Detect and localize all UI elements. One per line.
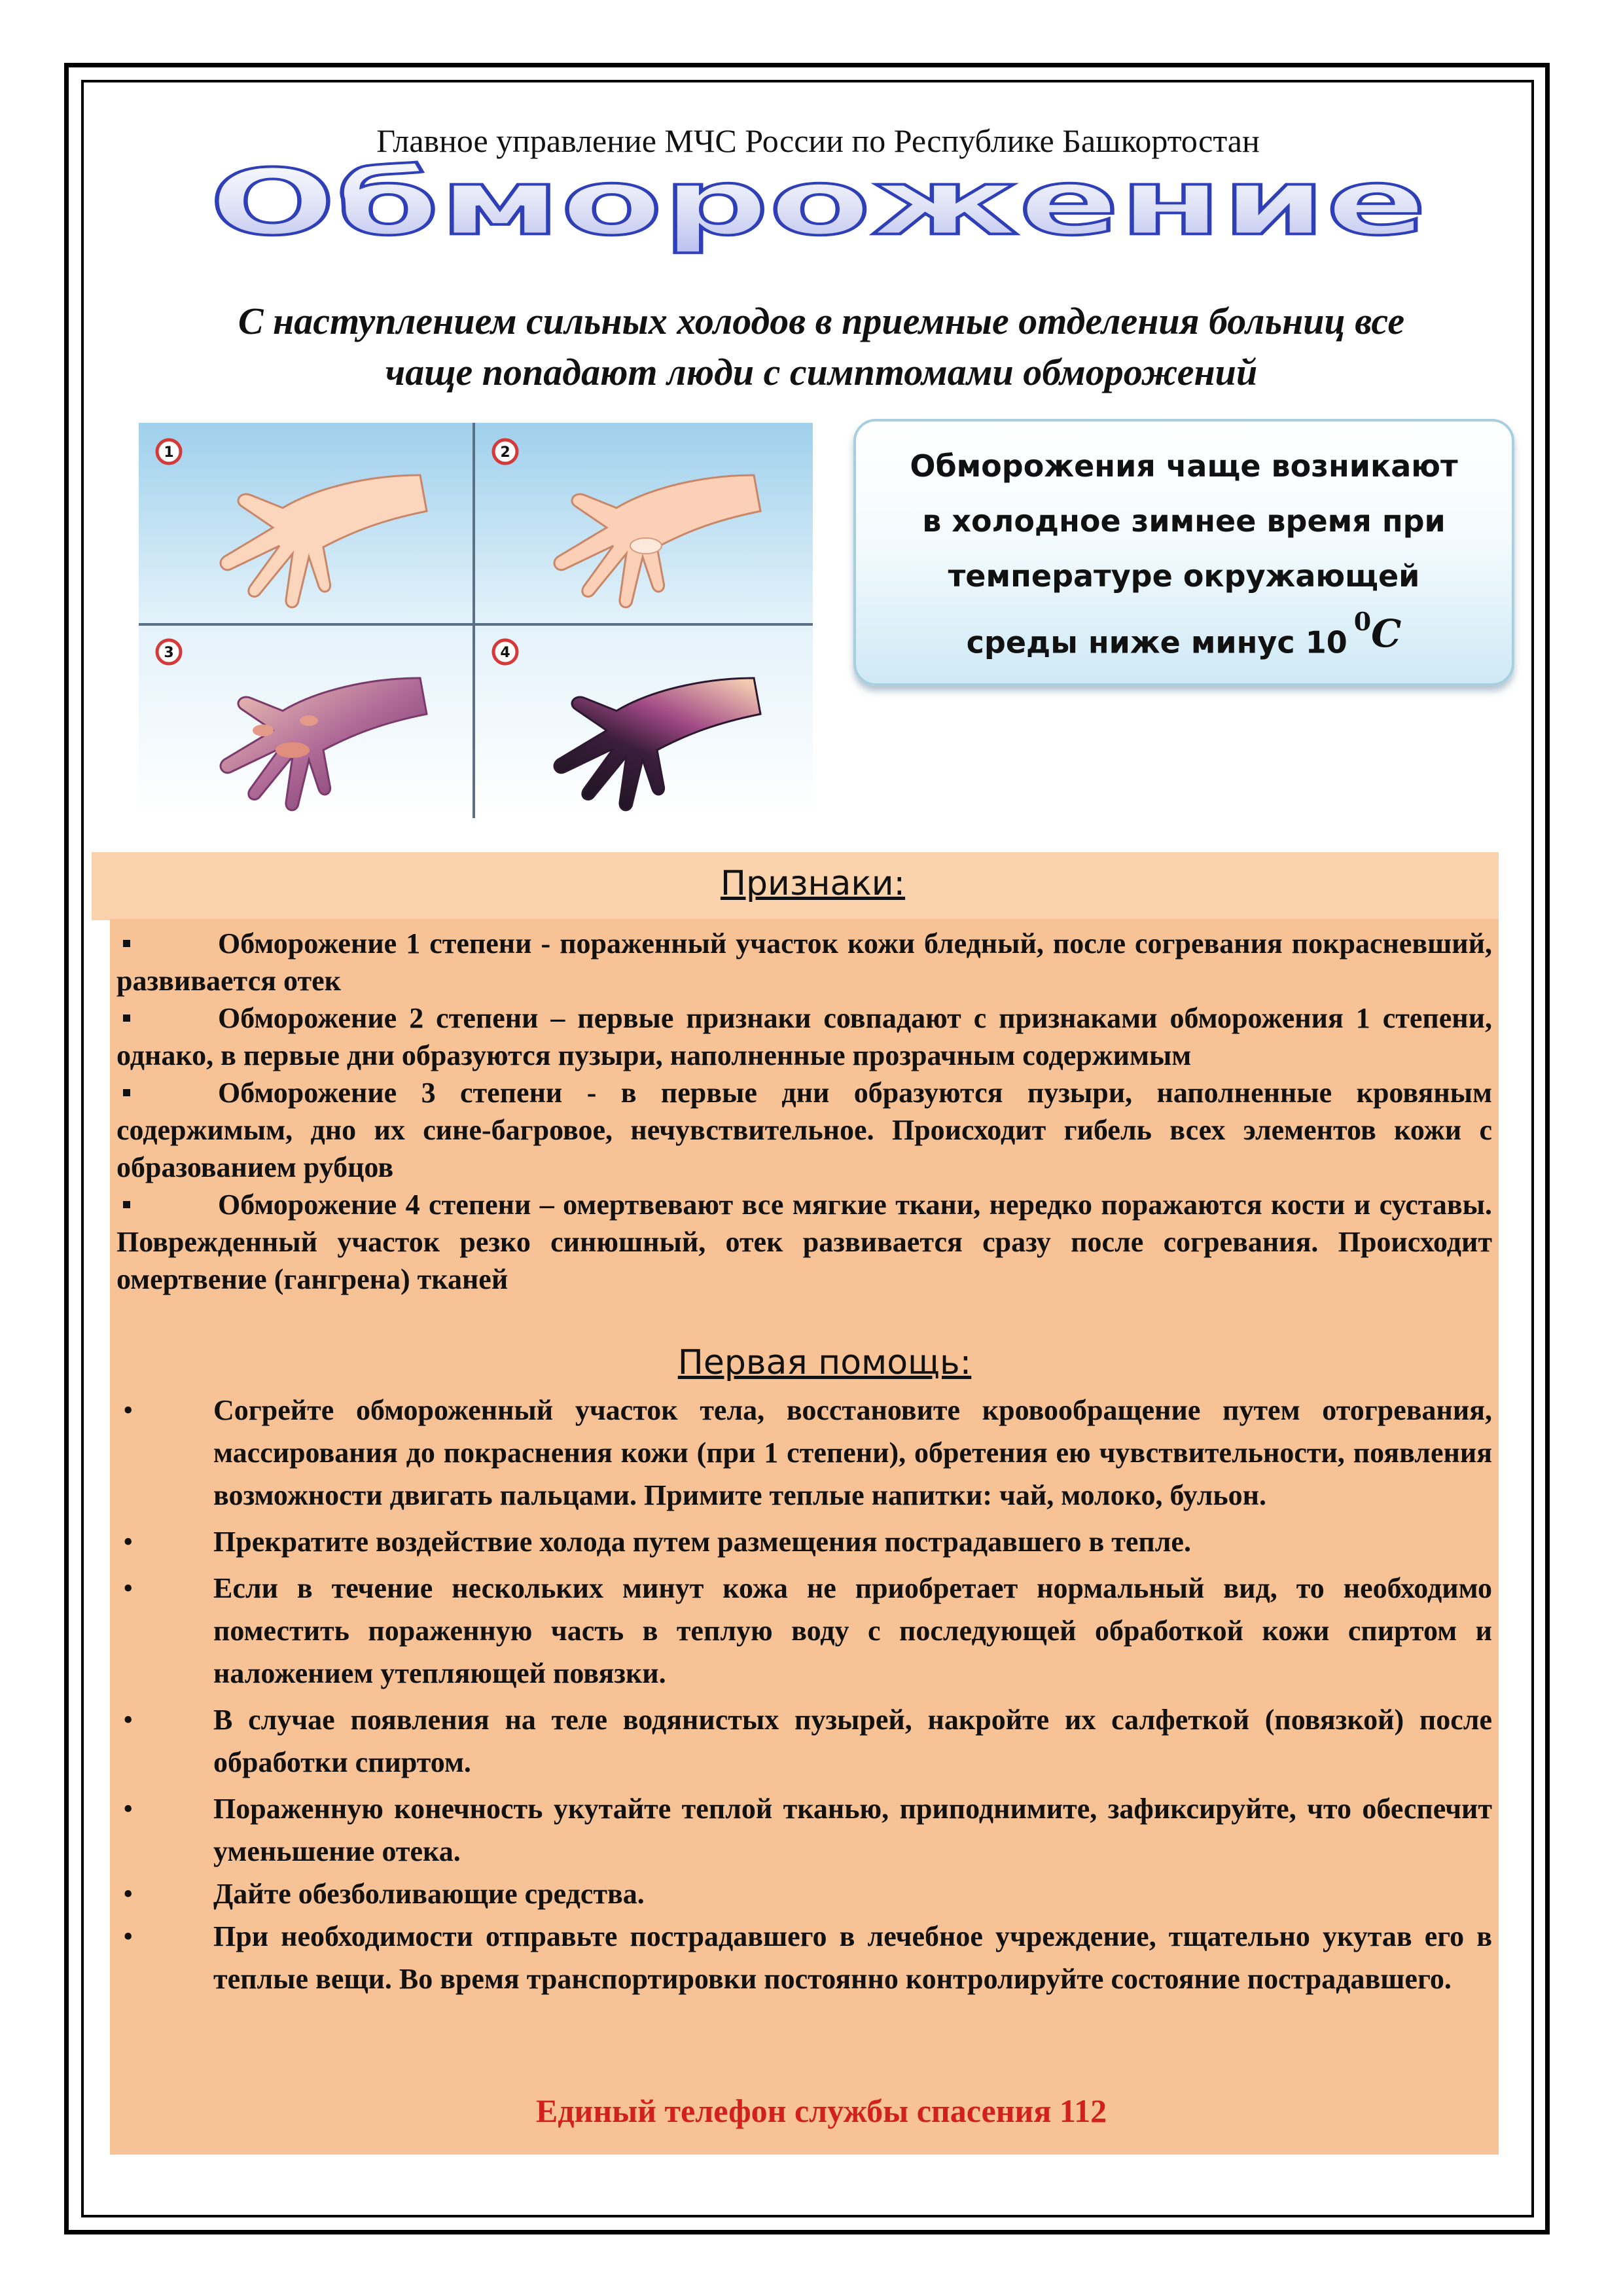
first-aid-item: • Прекратите воздействие холода путем размещения пострадавшего в тепле. [116, 1520, 1492, 1563]
first-aid-item: • Если в течение нескольких минут кожа не приобретает нормальный вид, то необходимо поместить пораженную часть в теплую воду с последующей обработкой кожи спиртом и наложением утепляющей повязки. [116, 1567, 1492, 1695]
degree-mark: 0 [1353, 607, 1372, 637]
square-bullet-icon [123, 1201, 130, 1208]
bullet-icon: • [123, 1878, 134, 1910]
sign-item: Обморожение 1 степени - пораженный участок кожи бледный, после согревания покрасневший, развивается отек [116, 927, 1492, 997]
first-aid-item: • При необходимости отправьте пострадавшего в лечебное учреждение, тщательно укутав его в теплые вещи. Во время транспортировки постоянно контролируйте состояние пострадавшего. [116, 1915, 1492, 2000]
frostbite-degrees-illustration [139, 423, 813, 818]
emergency-phone: Единый телефон службы спасения 112 [535, 2092, 1107, 2129]
signs-heading: Признаки: [720, 864, 906, 903]
panel-number-4: 4 [500, 645, 510, 661]
first-aid-list [116, 1389, 1492, 2000]
sign-item: Обморожение 2 степени – первые признаки совпадают с признаками обморожения 1 степени, однако, в первые дни образуются пузыри, наполненные прозрачным содержимым [116, 1002, 1492, 1071]
bullet-icon: • [123, 1920, 134, 1952]
first-aid-heading: Первая помощь: [677, 1343, 972, 1382]
celsius-unit [1353, 607, 1402, 656]
sign-item: Обморожение 3 степени - в первые дни образуются пузыри, наполненные кровяным содержимым, дно их сине-багровое, нечувствительное. Происходит гибель всех элементов кожи с образованием рубцов [116, 1077, 1492, 1183]
bullet-icon: • [123, 1704, 134, 1736]
panel-number-3: 3 [164, 645, 174, 661]
first-aid-item: • Дайте обезболивающие средства. [116, 1873, 1492, 1915]
info-line-3: температуре окружающей [948, 558, 1420, 594]
first-aid-item: • Согрейте обмороженный участок тела, восстановите кровообращение путем отогревания, массирования до покраснения кожи (при 1 степени), обретения ею чувствительности, появления возможности двигать пальцами. Примите теплые напитки: чай, молоко, бульон. [116, 1389, 1492, 1516]
info-line-4: среды ниже минус 10 [966, 624, 1347, 660]
intro-line-2: чаще попадают люди с симптомами обморожений [385, 351, 1258, 393]
bullet-icon: • [123, 1526, 134, 1558]
square-bullet-icon [123, 1014, 130, 1022]
temperature-info-text [910, 435, 1457, 670]
page-title [196, 158, 1440, 283]
intro-line-1: С наступлением сильных холодов в приемные отделения больниц все [238, 300, 1405, 342]
panel-number-1: 1 [164, 444, 174, 461]
signs-list [116, 925, 1492, 1298]
info-line-2: в холодное зимнее время при [922, 503, 1446, 539]
celsius-letter: C [1371, 611, 1402, 656]
bullet-icon: • [123, 1793, 134, 1825]
first-aid-item: • Пораженную конечность укутайте теплой тканью, приподнимите, зафиксируйте, что обеспечит уменьшение отека. [116, 1787, 1492, 1873]
intro-text [124, 296, 1518, 398]
temperature-info-box [853, 419, 1514, 686]
bullet-icon: • [123, 1394, 134, 1426]
agency-name: Главное управление МЧС России по Республике Башкортостан [376, 122, 1260, 159]
panel-number-2: 2 [500, 444, 510, 461]
square-bullet-icon [123, 1089, 130, 1096]
info-line-1: Обморожения чаще возникают [910, 448, 1458, 484]
sign-item: Обморожение 4 степени – омертвевают все мягкие ткани, нередко поражаются кости и суставы. Поврежденный участок резко синюшный, отек развивается сразу после согревания. Происходит омертвение (гангрена) тканей [116, 1189, 1492, 1295]
square-bullet-icon [123, 940, 130, 947]
page-title-text: Обморожение [209, 158, 1427, 256]
bullet-icon: • [123, 1572, 134, 1604]
first-aid-item: • В случае появления на теле водянистых пузырей, накройте их салфеткой (повязкой) после обработки спиртом. [116, 1698, 1492, 1784]
